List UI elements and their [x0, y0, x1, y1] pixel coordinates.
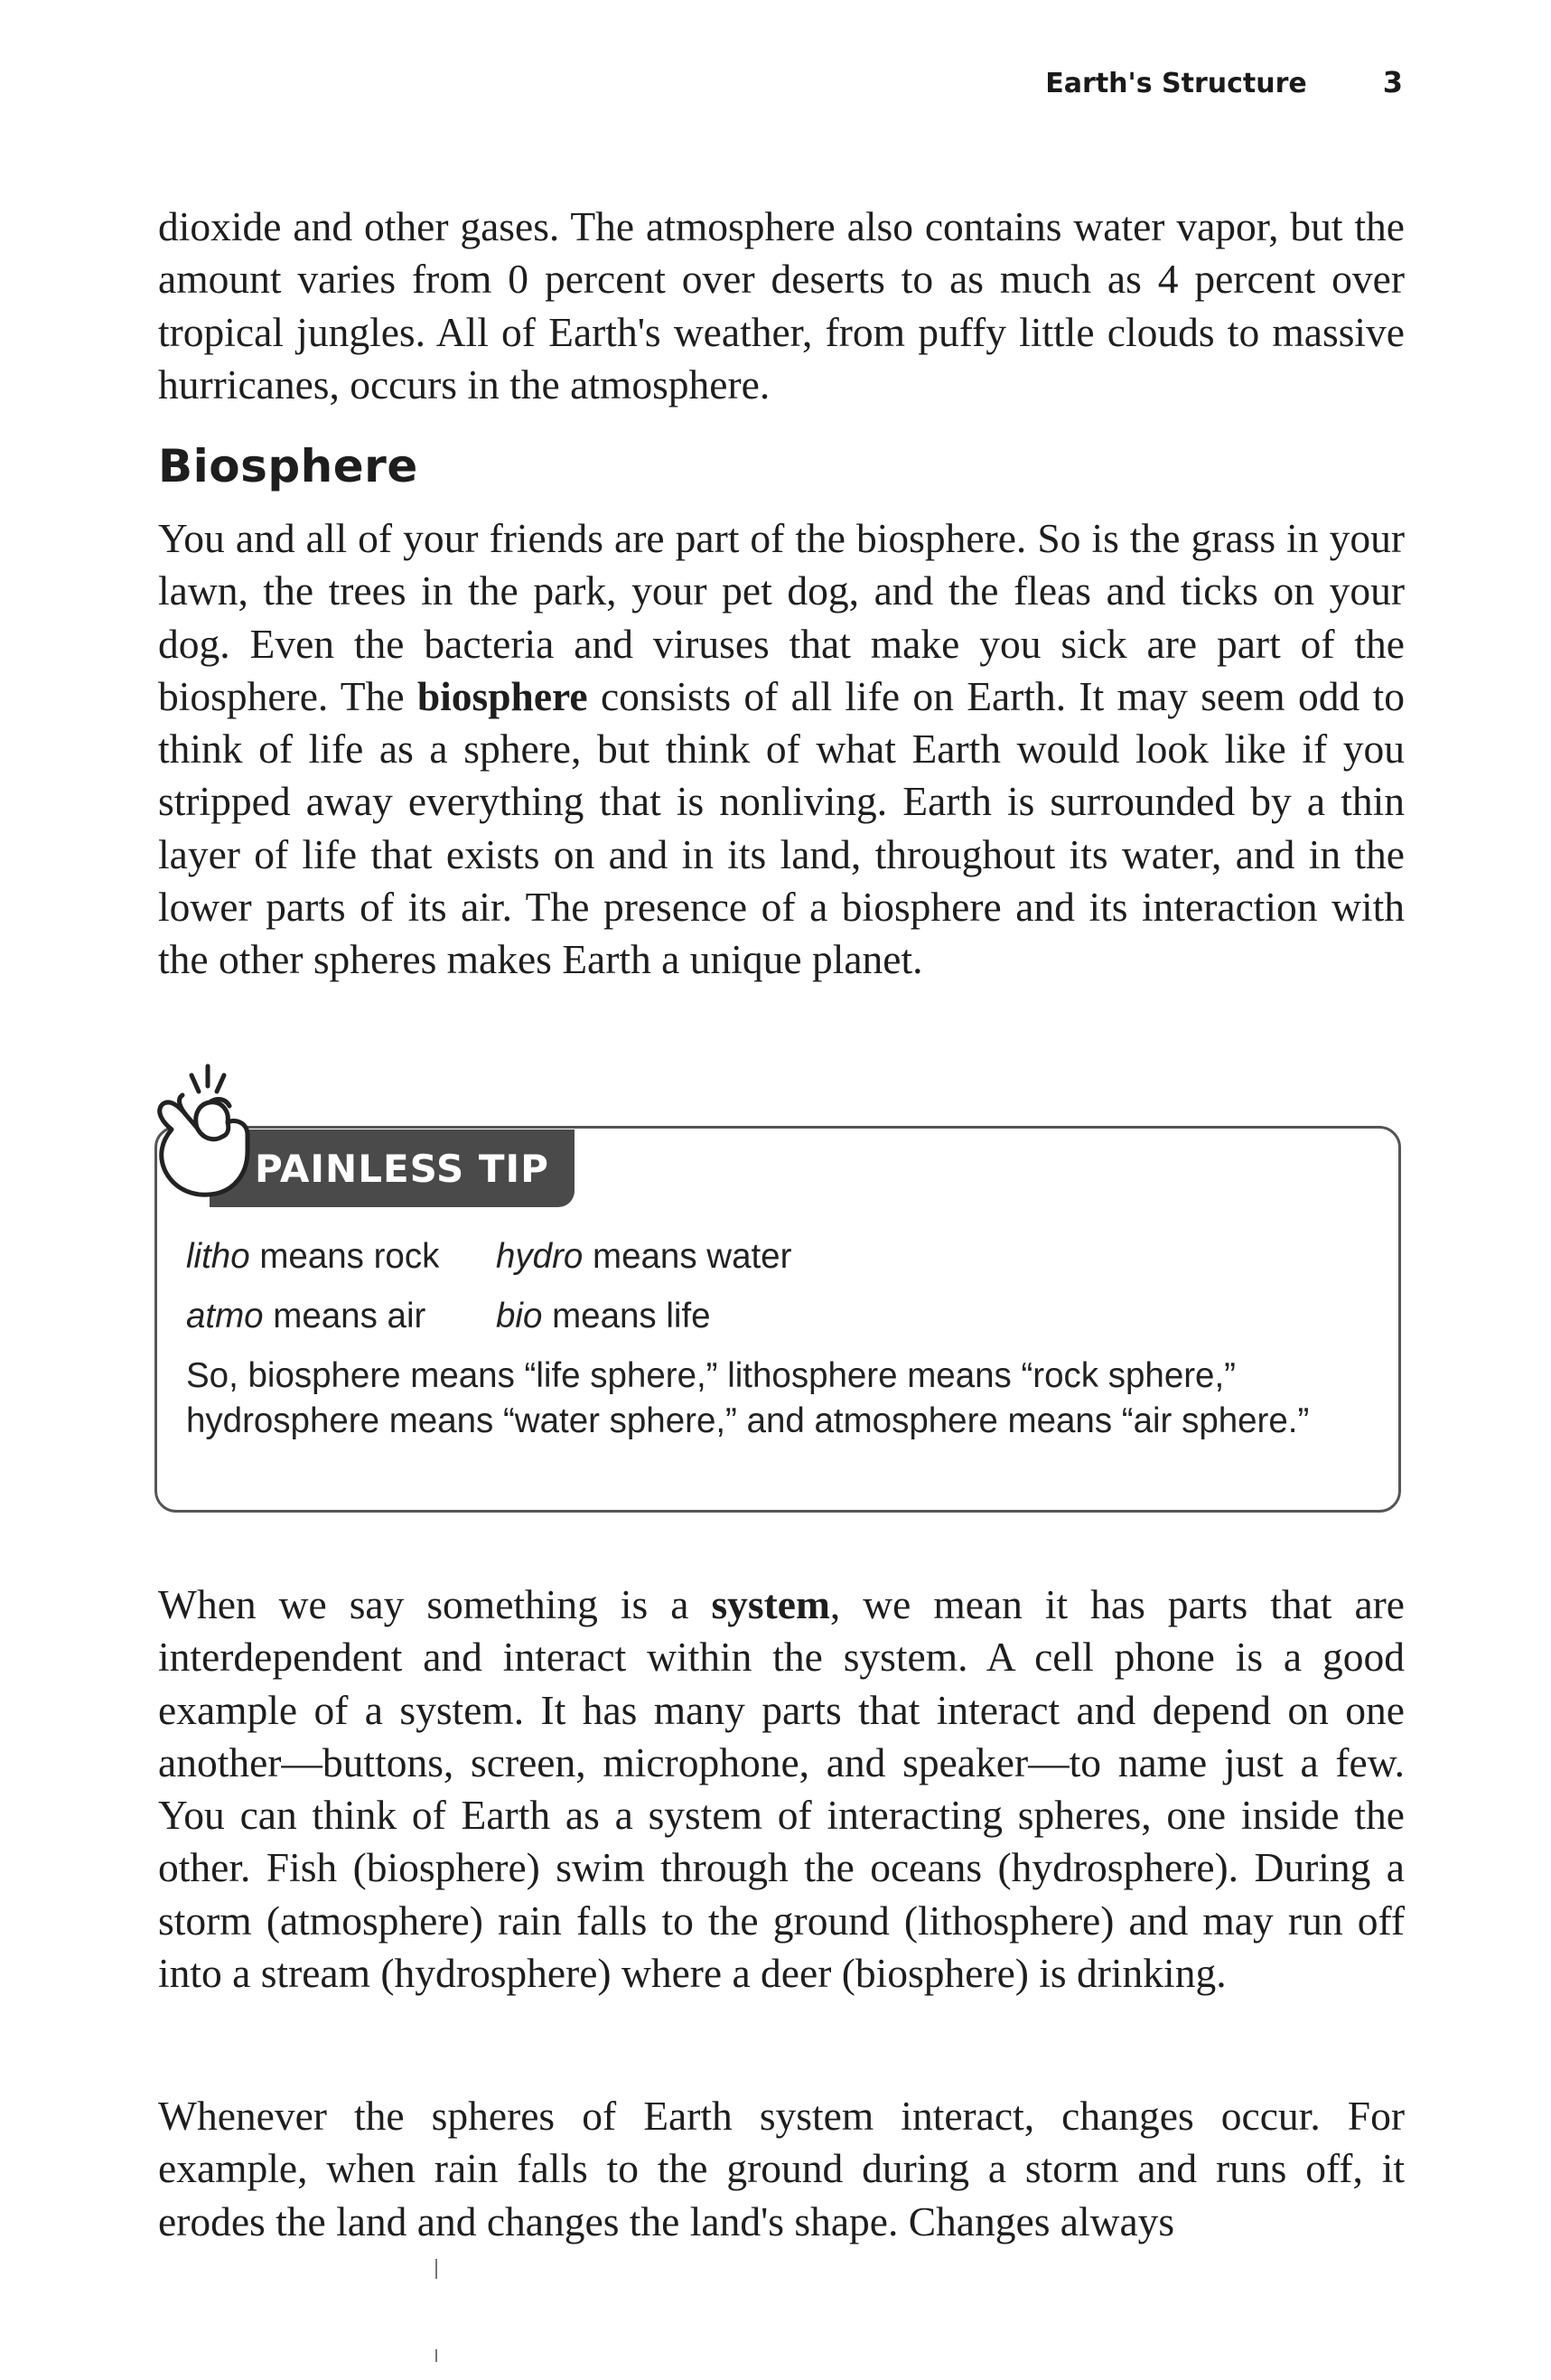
intro-paragraph-block — [158, 201, 1405, 411]
tip-prefix: litho — [186, 1237, 250, 1276]
painless-tip-label: PAINLESS TIP — [210, 1129, 575, 1207]
tip-row — [186, 1227, 1360, 1287]
painless-tip-content — [186, 1227, 1360, 1444]
system-text-2: , we mean it has parts that are interdependent and interact within the system. A cell phone is a good example of a system. It has many parts that interact and depend on one another—buttons, screen, microphone, and speaker—to name just a few. You can think of Earth as a system of interacting spheres, one inside the other. Fish (biosphere) swim through the oceans (hydrosphere). During a storm (atmosphere) rain falls to the ground (lithosphere) and may run off into a stream (hydrosphere) where a deer (biosphere) is drinking. — [158, 1581, 1405, 1997]
running-head — [1045, 65, 1403, 99]
system-text-1: When we say something is a — [158, 1581, 712, 1627]
tip-prefix: atmo — [186, 1297, 264, 1335]
tip-prefix: bio — [496, 1297, 543, 1335]
tip-pair — [186, 1297, 496, 1336]
scan-mark — [435, 2349, 437, 2362]
tip-note: So, biosphere means “life sphere,” lithosphere means “rock sphere,” hydrosphere means “water sphere,” and atmosphere means “air sphere.” — [186, 1356, 1310, 1440]
system-term: system — [711, 1581, 830, 1627]
intro-paragraph: dioxide and other gases. The atmosphere also contains water vapor, but the amount varies from 0 percent over deserts to as much as 4 percent over tropical jungles. All of Earth's weather, from puffy little clouds to massive hurricanes, occurs in the atmosphere. — [158, 203, 1405, 408]
section-heading-biosphere: Biosphere — [158, 440, 418, 492]
tip-pair — [186, 1237, 496, 1277]
tip-pair — [496, 1237, 791, 1277]
tip-prefix: hydro — [496, 1237, 584, 1276]
tip-row — [186, 1287, 1360, 1346]
change-paragraph-block — [158, 2090, 1405, 2248]
biosphere-paragraph-block — [158, 512, 1405, 987]
system-paragraph-block — [158, 1579, 1405, 2000]
biosphere-term: biosphere — [416, 672, 588, 719]
system-paragraph — [158, 1579, 1405, 2000]
biosphere-text-1: You and all of your friends are part of the biosphere. So is the grass in your lawn, the trees in the park, your pet dog, and the fleas and ticks on your dog. Even the bacteria and viruses that make you sick are part of the biosphere. The — [158, 515, 1405, 719]
chapter-title: Earth's Structure — [1045, 68, 1307, 99]
page-number: 3 — [1382, 65, 1403, 99]
tip-meaning: means life — [542, 1297, 711, 1335]
tip-meaning: means air — [263, 1297, 426, 1335]
tip-meaning: means water — [583, 1237, 792, 1276]
change-paragraph: Whenever the spheres of Earth system interact, changes occur. For example, when rain falls to the ground during a storm and runs off, it erodes the land and changes the land's shape. Changes always — [158, 2093, 1405, 2244]
tip-pair — [496, 1297, 711, 1336]
biosphere-paragraph — [158, 512, 1405, 987]
biosphere-text-2: consists of all life on Earth. It may seem odd to think of life as a sphere, but think of what Earth would look like if you stripped away everything that is nonliving. Earth is surrounded by a thin layer of life that exists on and in its land, throughout its water, and in the lower parts of its air. The presence of a biosphere and its interaction with the other spheres makes Earth a unique planet. — [158, 672, 1405, 983]
snapping-hand-icon — [135, 1059, 271, 1213]
tip-meaning: means rock — [249, 1237, 440, 1276]
scan-mark — [435, 2259, 437, 2279]
